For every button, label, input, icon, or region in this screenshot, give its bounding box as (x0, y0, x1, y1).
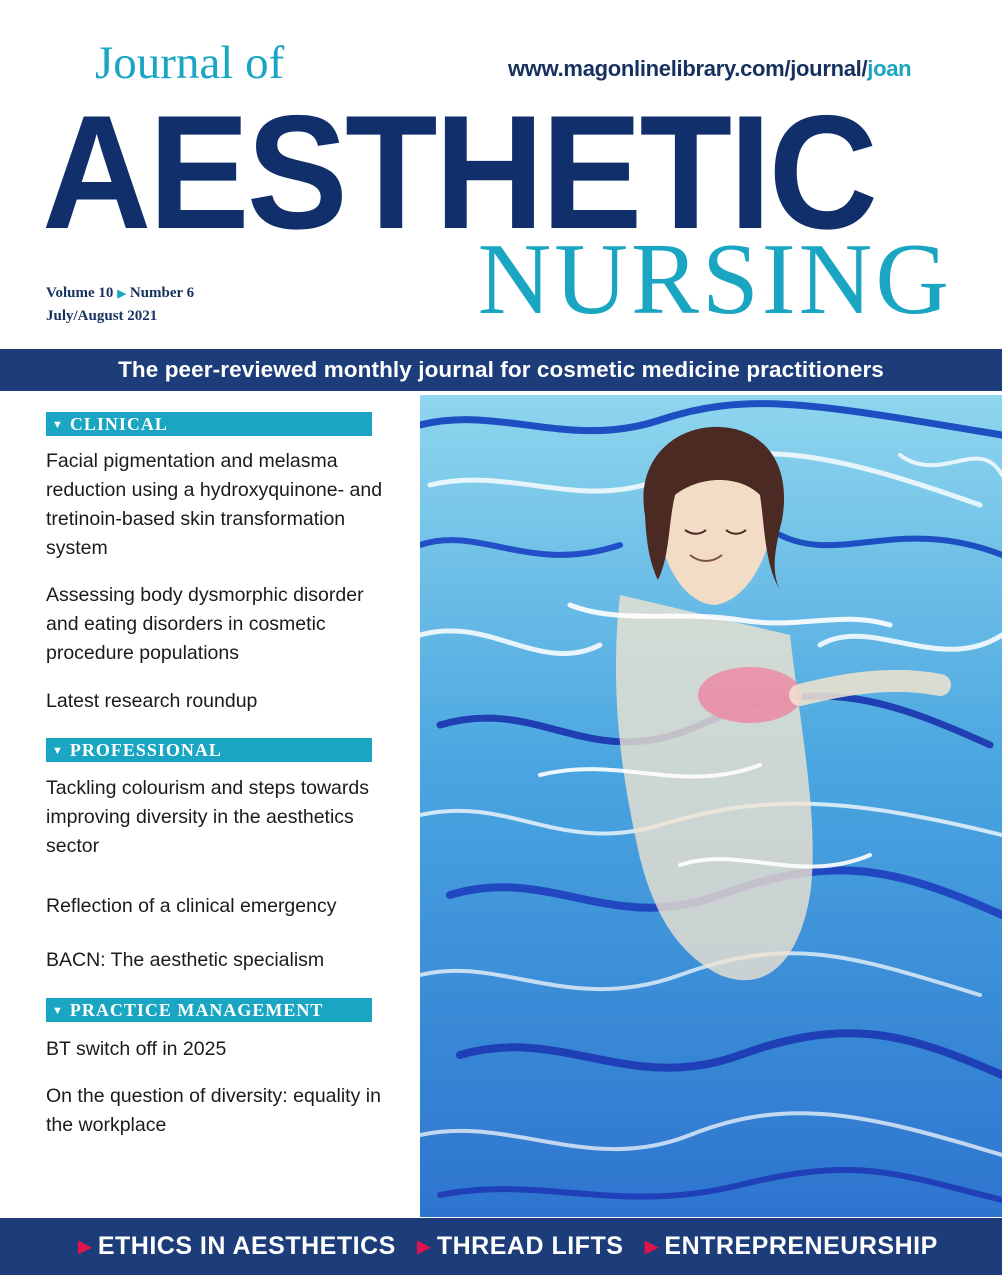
section-title-text: PRACTICE MANAGEMENT (69, 1000, 324, 1020)
issue-volume-number (46, 286, 194, 301)
triangle-down-icon: ▼ (52, 1005, 64, 1017)
section-title-professional (52, 738, 222, 762)
issue-date: July/August 2021 (46, 308, 158, 324)
article-item[interactable]: Reflection of a clinical emergency (46, 895, 337, 917)
journal-of-label: Journal of (95, 37, 285, 89)
section-title-text: PROFESSIONAL (69, 740, 222, 760)
topic-entrepreneurship[interactable]: ENTREPRENEURSHIP (664, 1232, 938, 1260)
triangle-right-icon: ▶ (417, 1237, 431, 1256)
article-item[interactable]: Tackling colourism and steps towards improving diversity in the aesthetics sector (46, 777, 369, 857)
section-title-practice-management (52, 998, 323, 1022)
article-item[interactable]: BACN: The aesthetic specialism (46, 949, 325, 971)
number-label: Number 6 (129, 285, 195, 301)
topic-thread-lifts[interactable]: THREAD LIFTS (436, 1232, 624, 1260)
tagline: The peer-reviewed monthly journal for cosmetic medicine practitioners (118, 357, 884, 382)
title-aesthetic: AESTHETIC (42, 82, 876, 263)
cover-illustration (420, 395, 1002, 1217)
url-main: www.magonlinelibrary.com/journal/ (508, 56, 868, 81)
triangle-right-icon: ▶ (644, 1237, 659, 1256)
journal-url[interactable] (508, 58, 911, 80)
section-title-clinical (52, 412, 168, 436)
title-nursing: NURSING (477, 223, 952, 336)
triangle-right-icon: ▶ (117, 288, 126, 300)
triangle-down-icon: ▼ (52, 745, 64, 757)
triangle-right-icon: ▶ (78, 1237, 92, 1256)
topic-ethics[interactable]: ETHICS IN AESTHETICS (97, 1232, 396, 1260)
triangle-down-icon: ▼ (52, 419, 64, 431)
volume-label: Volume 10 (46, 285, 114, 301)
article-item[interactable]: Facial pigmentation and melasma reduction using a hydroxyquinone- and tretinoin-based skin transformation system (46, 450, 383, 559)
article-item[interactable]: Assessing body dysmorphic disorder and eating disorders in cosmetic procedure populations (46, 584, 364, 664)
article-item[interactable]: Latest research roundup (46, 690, 258, 712)
url-accent: joan (867, 56, 912, 81)
bottom-topics (0, 1218, 1002, 1275)
article-item[interactable]: On the question of diversity: equality in the workplace (46, 1085, 381, 1136)
article-item[interactable]: BT switch off in 2025 (46, 1038, 227, 1060)
section-title-text: CLINICAL (69, 414, 168, 434)
